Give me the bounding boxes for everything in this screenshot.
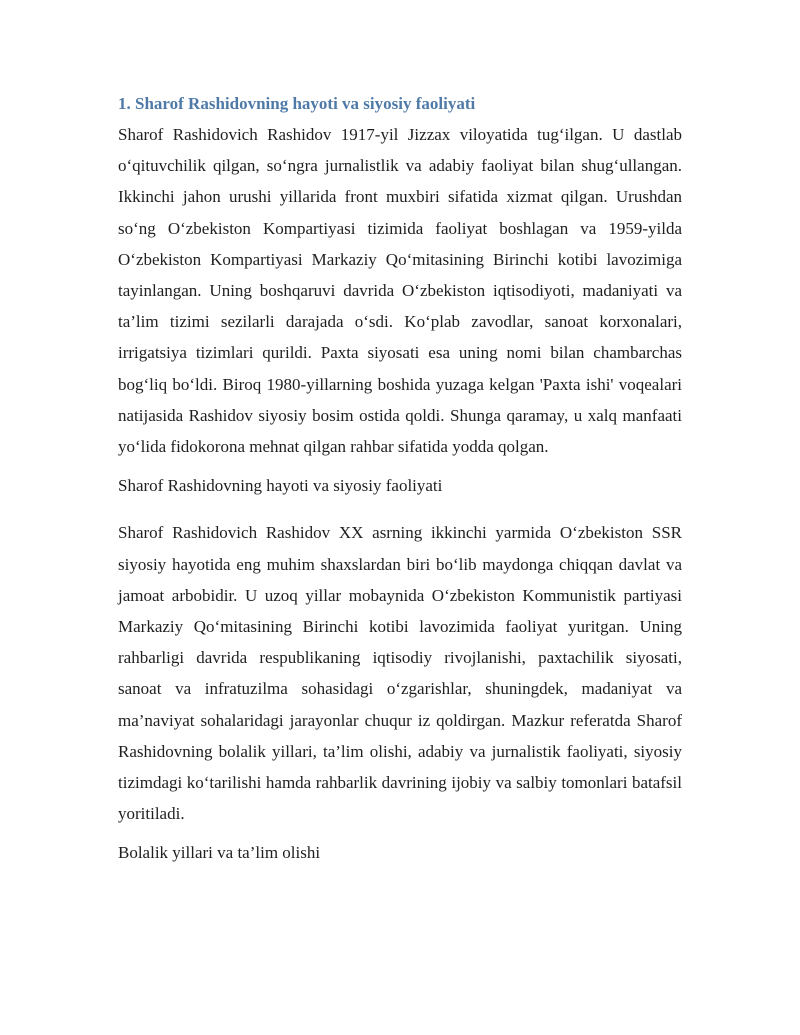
paragraph-biography-summary: Sharof Rashidovich Rashidov 1917-yil Jizzax viloyatida tug‘ilgan. U dastlab o‘qituvchilik qilgan, so‘ngra jurnalistlik va adabiy faoliyat bilan shug‘ullangan. Ikkinchi jahon urushi yillarida front muxbiri sifatida xizmat qilgan. Urushdan so‘ng O‘zbekiston Kompartiyasi tizimida faoliyat boshlagan va 1959-yilda O‘zbekiston Kompartiyasi Markaziy Qo‘mitasining Birinchi kotibi lavozimiga tayinlangan. Uning boshqaruvi davrida O‘zbekiston iqtisodiyoti, madaniyati va ta’lim tizimi sezilarli darajada o‘sdi. Ko‘plab zavodlar, sanoat korxonalari, irrigatsiya tizimlari qurildi. Paxta siyosati esa uning nomi bilan chambarchas bog‘liq bo‘ldi. Biroq 1980-yillarning boshida yuzaga kelgan 'Paxta ishi' voqealari natijasida Rashidov siyosiy bosim ostida qoldi. Shunga qaramay, u xalq manfaati yo‘lida fidokorona mehnat qilgan rahbar sifatida yodda qolgan. — [118, 125, 682, 457]
paragraph-introduction: Sharof Rashidovich Rashidov XX asrning ikkinchi yarmida O‘zbekiston SSR siyosiy hayotida eng muhim shaxslardan biri bo‘lib maydonga chiqqan davlat va jamoat arbobidir. U uzoq yillar mobaynida O‘zbekiston Kommunistik partiyasi Markaziy Qo‘mitasining Birinchi kotibi lavozimida faoliyat yuritgan. Uning rahbarligi davrida respublikaning iqtisodiy rivojlanishi, paxtachilik siyosati, sanoat va infratuzilma sohasidagi o‘zgarishlar, shuningdek, madaniyat va ma’naviyat sohalaridagi jarayonlar chuqur iz qoldirgan. Mazkur referatda Sharof Rashidovning bolalik yillari, ta’lim olishi, adabiy va jurnalistik faoliyati, siyosiy tizimdagi ko‘tarilishi hamda rahbarlik davrining ijobiy va salbiy tomonlari batafsil yoritiladi. — [118, 523, 682, 824]
spacer — [118, 829, 682, 837]
subheading-childhood-and-education: Bolalik yillari va ta’lim olishi — [118, 843, 321, 863]
spacer — [118, 501, 682, 517]
spacer — [118, 462, 682, 470]
subheading-life-and-politics: Sharof Rashidovning hayoti va siyosiy faoliyati — [118, 476, 443, 496]
document-body — [118, 92, 682, 869]
section-heading: 1. Sharof Rashidovning hayoti va siyosiy faoliyati — [118, 94, 476, 113]
